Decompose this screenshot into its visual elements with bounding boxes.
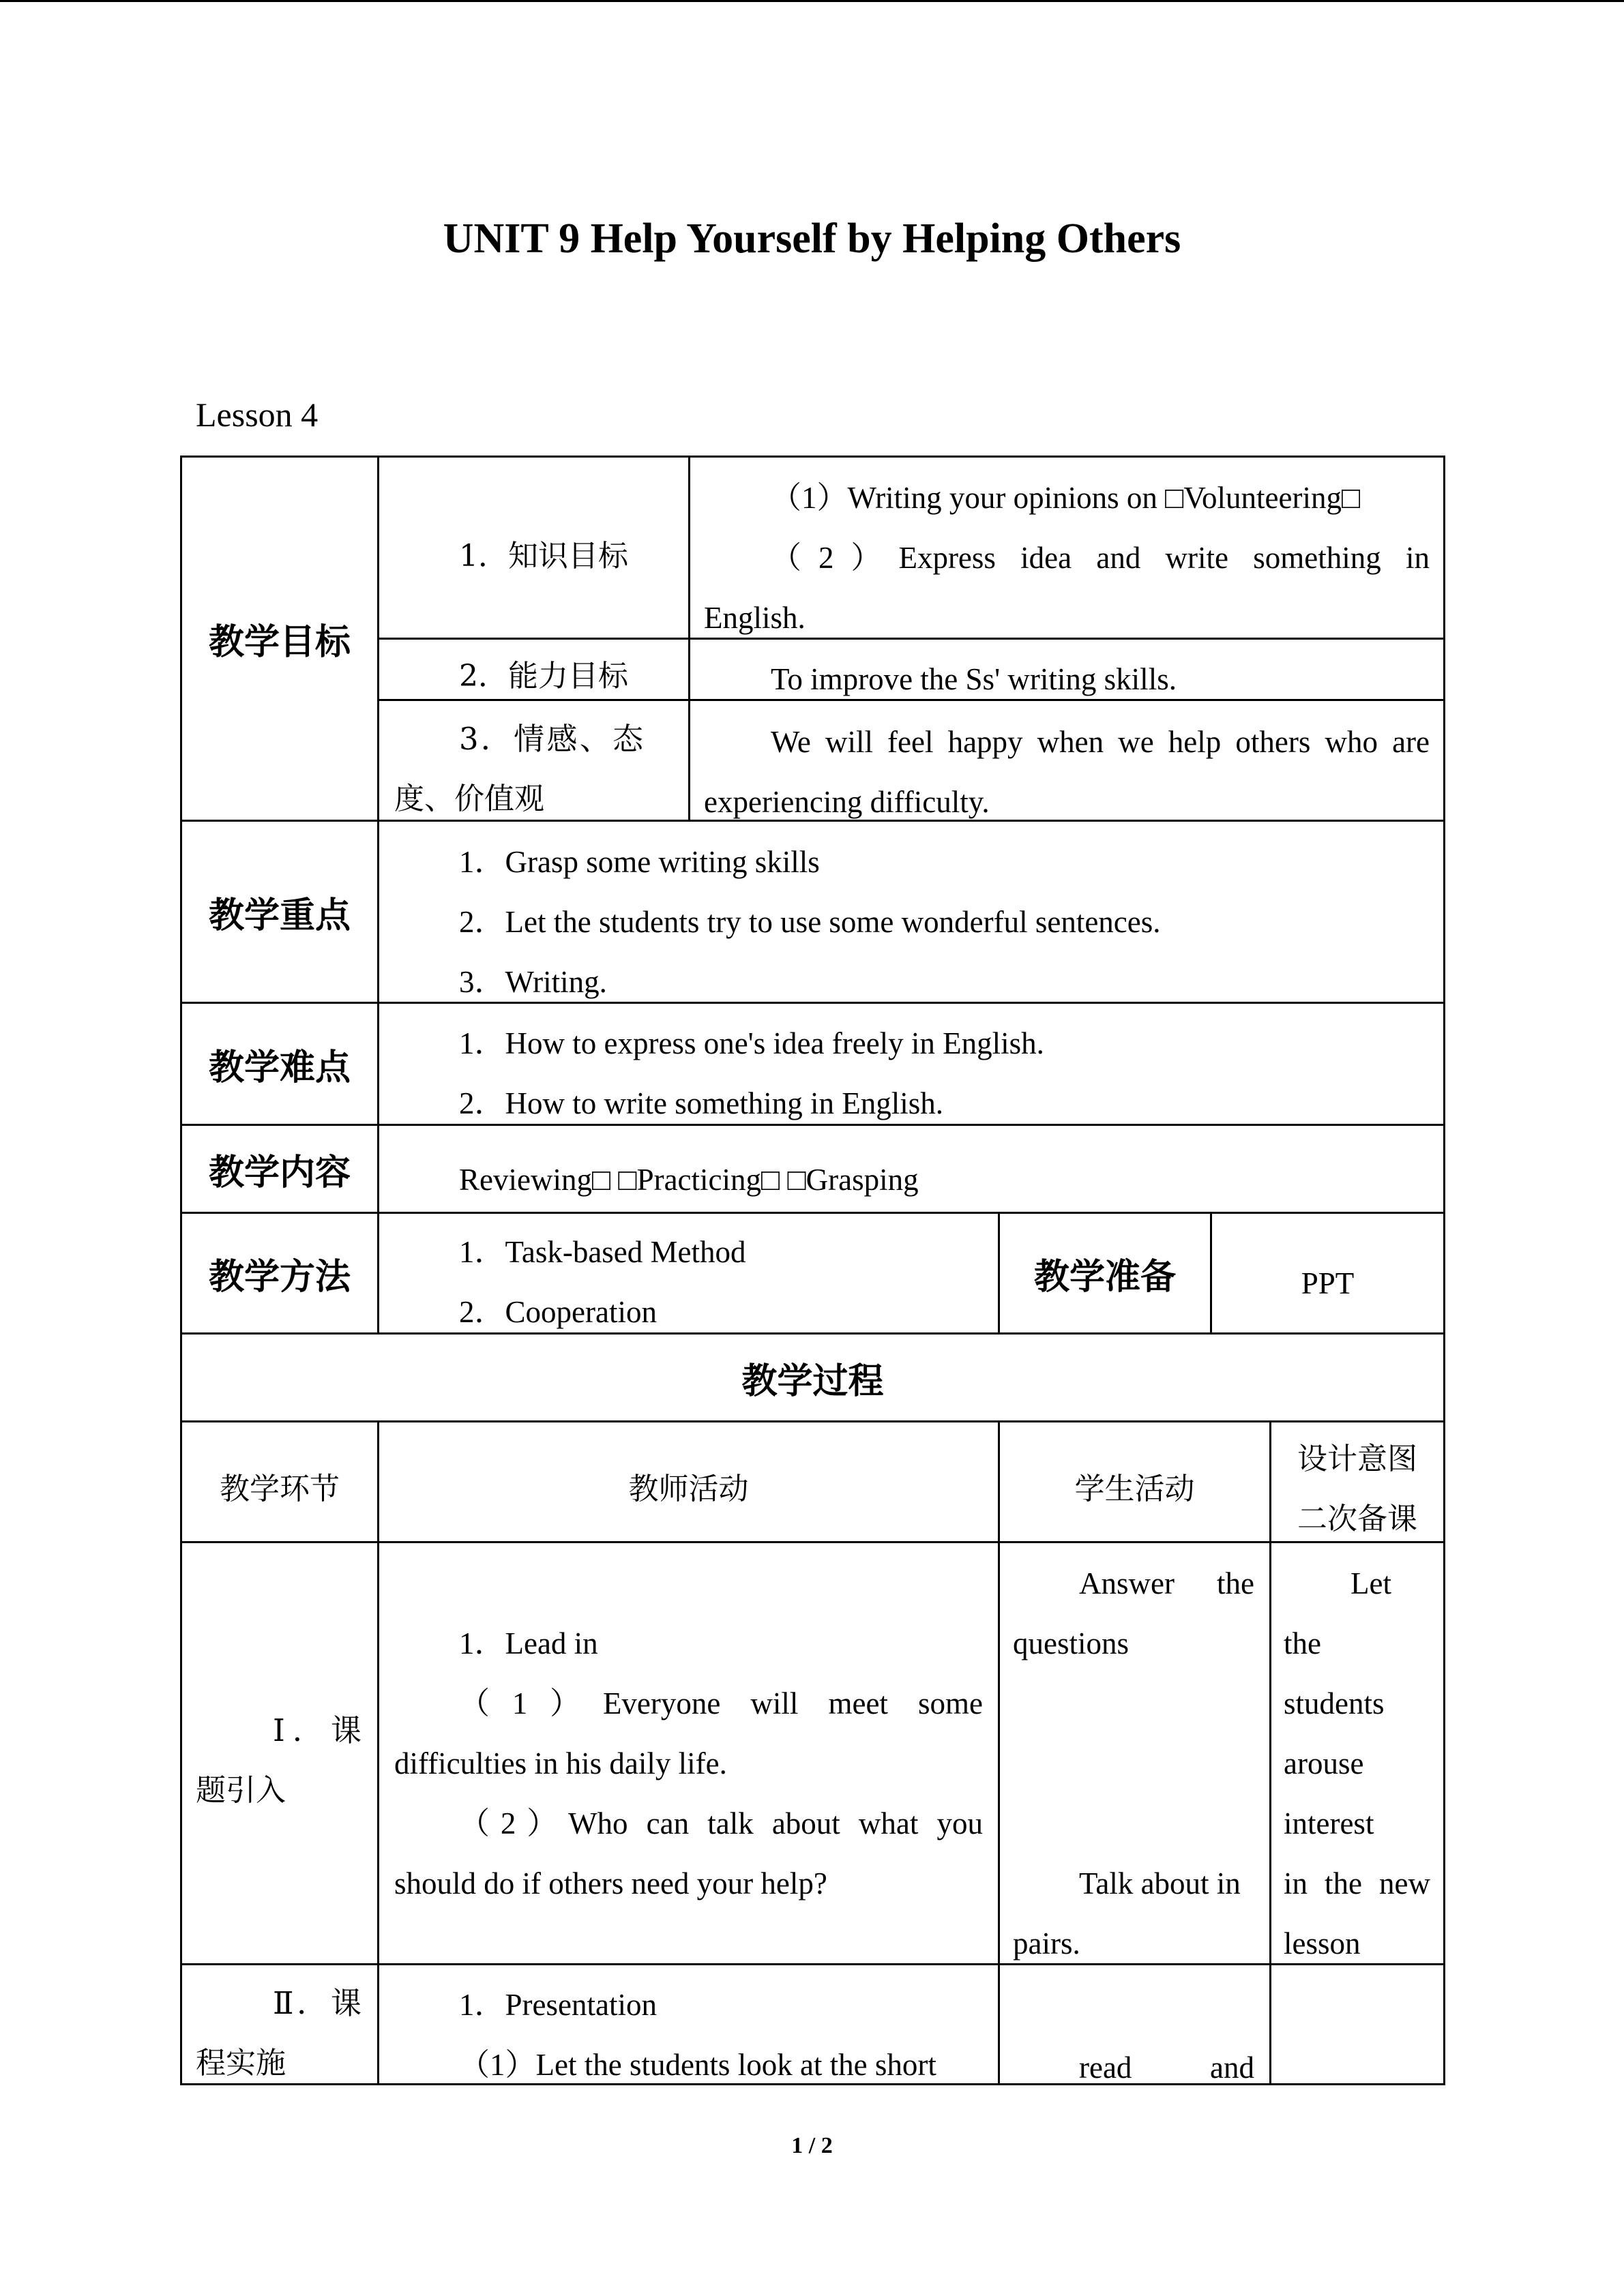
col-design-label-2: 二次备课 [1297, 1502, 1417, 1536]
method-2: 2．Cooperation [459, 1295, 657, 1329]
row1-design-line-2: the [1284, 1626, 1321, 1660]
knowledge-item-2: （2）Express idea and write something in [771, 541, 1430, 575]
content-text: Reviewing□ □Practicing□ □Grasping [459, 1163, 919, 1197]
emotion-label-cont: 度、价值观 [394, 781, 544, 816]
row2-teacher-line-1: 1．Presentation [459, 1988, 657, 2022]
row1-design-line-5: interest [1284, 1806, 1374, 1840]
knowledge-item-2-cont: English. [704, 601, 806, 635]
objectives-header: 教学目标 [208, 622, 351, 663]
emotion-label: 3．情感、态 [459, 721, 643, 757]
emotion-text-cont: experiencing difficulty. [704, 785, 990, 819]
row2-stage-cont: 程实施 [196, 2046, 286, 2081]
row1-design-line-3: students [1284, 1686, 1385, 1720]
row1-stage-cont: 题引入 [196, 1773, 286, 1808]
row2-stage: Ⅱ．课 [273, 1985, 361, 2021]
ability-text: To improve the Ss' writing skills. [771, 662, 1177, 696]
row1-teacher-line-4: （2）Who can talk about what you [459, 1806, 983, 1840]
row1-teacher-line-2: （1）Everyone will meet some [459, 1686, 983, 1720]
col-design-label: 设计意图 [1297, 1442, 1417, 1476]
prep-value: PPT [1301, 1266, 1355, 1300]
row1-student-line-3: Talk about in [1079, 1866, 1241, 1900]
method-1: 1．Task-based Method [459, 1235, 746, 1269]
lesson-label: Lesson 4 [196, 396, 319, 434]
methods-header: 教学方法 [208, 1256, 351, 1298]
row1-teacher-line-1: 1．Lead in [459, 1626, 598, 1660]
col-student-label: 学生活动 [1074, 1472, 1195, 1506]
knowledge-item-1: （1）Writing your opinions on □Volunteering□ [771, 481, 1361, 515]
row1-design-line-6: in the new [1284, 1866, 1430, 1900]
row1-design-line-1: Let [1350, 1566, 1391, 1600]
row2-student-line-1: read and [1079, 2051, 1254, 2085]
row2-design-cell [1269, 1963, 1445, 2085]
col-teacher-label: 教师活动 [628, 1472, 749, 1506]
difficulty-1: 1．How to express one's idea freely in English. [459, 1026, 1044, 1060]
prep-header: 教学准备 [1033, 1256, 1176, 1298]
top-border [0, 0, 1624, 2]
knowledge-label: 1．知识目标 [459, 539, 628, 573]
row1-student-line-4: pairs. [1013, 1926, 1080, 1960]
row1-stage: Ⅰ．课 [273, 1712, 361, 1748]
row2-teacher-line-2: （1）Let the students look at the short [459, 2048, 936, 2082]
row1-teacher-line-3: difficulties in his daily life. [394, 1746, 727, 1780]
row1-student-line-2: questions [1013, 1626, 1130, 1660]
page-number: 1 / 2 [791, 2133, 833, 2158]
row1-design-line-4: arouse [1284, 1746, 1364, 1780]
col-stage-label: 教学环节 [220, 1472, 340, 1506]
emotion-text: We will feel happy when we help others who are [771, 725, 1430, 759]
key-point-2: 2．Let the students try to use some wonderful sentences. [459, 905, 1161, 939]
content-header: 教学内容 [208, 1152, 351, 1193]
key-points-header: 教学重点 [208, 895, 351, 936]
row1-student-line-1: Answer the [1079, 1566, 1254, 1600]
row1-teacher-line-5: should do if others need your help? [394, 1866, 827, 1900]
process-header: 教学过程 [741, 1360, 884, 1402]
ability-label: 2．能力目标 [459, 659, 628, 694]
difficulties-header: 教学难点 [208, 1047, 351, 1088]
row1-design-line-7: lesson [1284, 1926, 1361, 1960]
difficulty-2: 2．How to write something in English. [459, 1086, 943, 1120]
key-point-3: 3．Writing. [459, 965, 607, 999]
key-point-1: 1．Grasp some writing skills [459, 845, 820, 879]
page-title: UNIT 9 Help Yourself by Helping Others [443, 215, 1181, 262]
